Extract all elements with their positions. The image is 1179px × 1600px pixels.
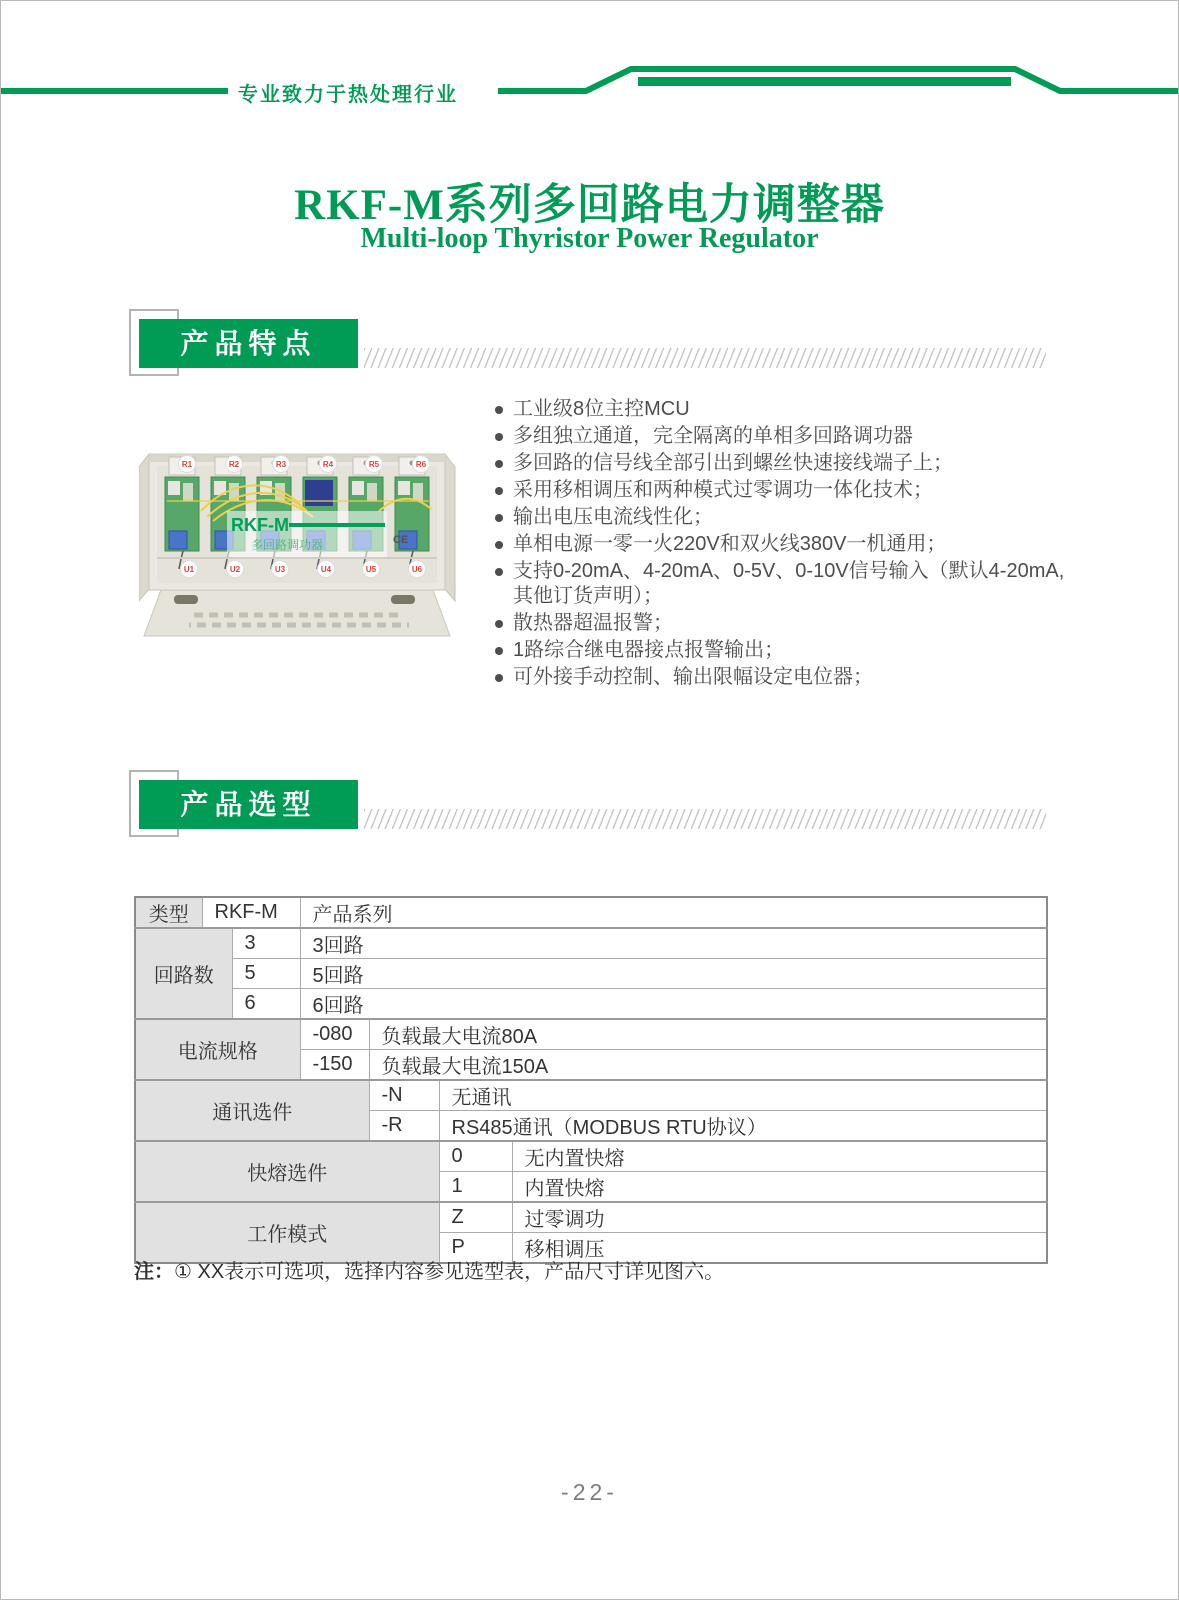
cell-comm-desc: RS485通讯（MODBUS RTU协议） (439, 1111, 1047, 1142)
header-tagline: 专业致力于热处理行业 (238, 84, 458, 106)
footnote-body: ① XX表示可选项，选择内容参见选型表，产品尺寸详见图六。 (174, 1261, 725, 1283)
page-title: RKF-M系列多回路电力调整器 (294, 182, 885, 229)
hatch-pattern (364, 809, 1046, 829)
hatch-pattern (364, 348, 1046, 368)
table-row (135, 1080, 1047, 1111)
table-row (135, 1019, 1047, 1050)
cell-fuse-label: 快熔选件 (135, 1141, 439, 1202)
cell-current-code: -080 (300, 1019, 369, 1050)
feature-item: 输出电压电流线性化； (493, 505, 1065, 530)
photo-ce-mark: CE (393, 534, 409, 546)
svg-text:U6: U6 (411, 565, 423, 574)
cell-fuse-desc: 无内置快熔 (512, 1141, 1047, 1172)
svg-text:U3: U3 (274, 565, 286, 574)
selection-table (134, 896, 1048, 1264)
selection-heading: 产品选型 (139, 780, 358, 829)
svg-text:R6: R6 (415, 460, 427, 469)
cell-current-label: 电流规格 (135, 1019, 300, 1080)
feature-item: 支持0-20mA、4-20mA、0-5V、0-10V信号输入（默认4-20mA,其他订货声明）； (493, 559, 1065, 609)
svg-text:R1: R1 (181, 460, 193, 469)
table-row (135, 1141, 1047, 1172)
table-row (135, 1202, 1047, 1233)
cell-loops-desc: 6回路 (300, 989, 1047, 1020)
feature-item: 散热器超温报警； (493, 611, 1065, 636)
svg-text:U2: U2 (229, 565, 241, 574)
cell-type-label: 类型 (135, 897, 202, 928)
cell-mode-label: 工作模式 (135, 1202, 439, 1263)
svg-text:U5: U5 (365, 565, 377, 574)
svg-text:R3: R3 (275, 460, 287, 469)
table-row (135, 959, 1047, 989)
page-subtitle: Multi-loop Thyristor Power Regulator (360, 223, 819, 254)
cell-fuse-desc: 内置快熔 (512, 1172, 1047, 1203)
page-number: -22- (561, 1479, 618, 1505)
feature-item: 采用移相调压和两种模式过零调功一体化技术； (493, 478, 1065, 503)
table-row (135, 897, 1047, 928)
cell-loops-desc: 3回路 (300, 928, 1047, 959)
cell-loops-code: 5 (232, 959, 300, 989)
svg-text:R2: R2 (228, 460, 240, 469)
features-heading: 产品特点 (139, 319, 358, 368)
cell-mode-code: Z (439, 1202, 512, 1233)
feature-list (493, 397, 1065, 692)
cell-current-code: -150 (300, 1050, 369, 1081)
feature-item: 可外接手动控制、输出限幅设定电位器； (493, 665, 1065, 690)
svg-text:R4: R4 (322, 460, 334, 469)
product-photo (139, 439, 457, 641)
feature-item: 多组独立通道，完全隔离的单相多回路调功器 (493, 424, 1065, 449)
table-row (135, 928, 1047, 959)
cell-comm-code: -N (369, 1080, 439, 1111)
cell-loops-label: 回路数 (135, 928, 232, 1019)
cell-comm-code: -R (369, 1111, 439, 1142)
cell-mode-desc: 移相调压 (512, 1233, 1047, 1264)
cell-current-desc: 负载最大电流150A (369, 1050, 1047, 1081)
cell-mode-desc: 过零调功 (512, 1202, 1047, 1233)
feature-item: 1路综合继电器接点报警输出； (493, 638, 1065, 663)
cell-type-code: RKF-M (202, 897, 300, 928)
cell-loops-desc: 5回路 (300, 959, 1047, 989)
feature-item: 多回路的信号线全部引出到螺丝快速接线端子上； (493, 451, 1065, 476)
cell-mode-code: P (439, 1233, 512, 1264)
cell-fuse-code: 1 (439, 1172, 512, 1203)
feature-item: 工业级8位主控MCU (493, 397, 1065, 422)
cell-loops-code: 6 (232, 989, 300, 1020)
svg-text:U4: U4 (320, 565, 332, 574)
feature-item: 单相电源一零一火220V和双火线380V一机通用； (493, 532, 1065, 557)
cell-type-desc: 产品系列 (300, 897, 1047, 928)
cell-comm-desc: 无通讯 (439, 1080, 1047, 1111)
cell-current-desc: 负载最大电流80A (369, 1019, 1047, 1050)
photo-model-text: RKF-M (231, 515, 289, 535)
footnote-prefix: 注： (134, 1261, 174, 1283)
cell-comm-label: 通讯选件 (135, 1080, 369, 1141)
photo-caption-text: 多回路调功器 (251, 538, 324, 552)
header-decoration-lines (1, 1, 1179, 131)
cell-fuse-code: 0 (439, 1141, 512, 1172)
footnote (134, 1255, 1034, 1284)
table-row (135, 989, 1047, 1020)
cell-loops-code: 3 (232, 928, 300, 959)
svg-text:U1: U1 (183, 565, 195, 574)
svg-text:R5: R5 (368, 460, 380, 469)
